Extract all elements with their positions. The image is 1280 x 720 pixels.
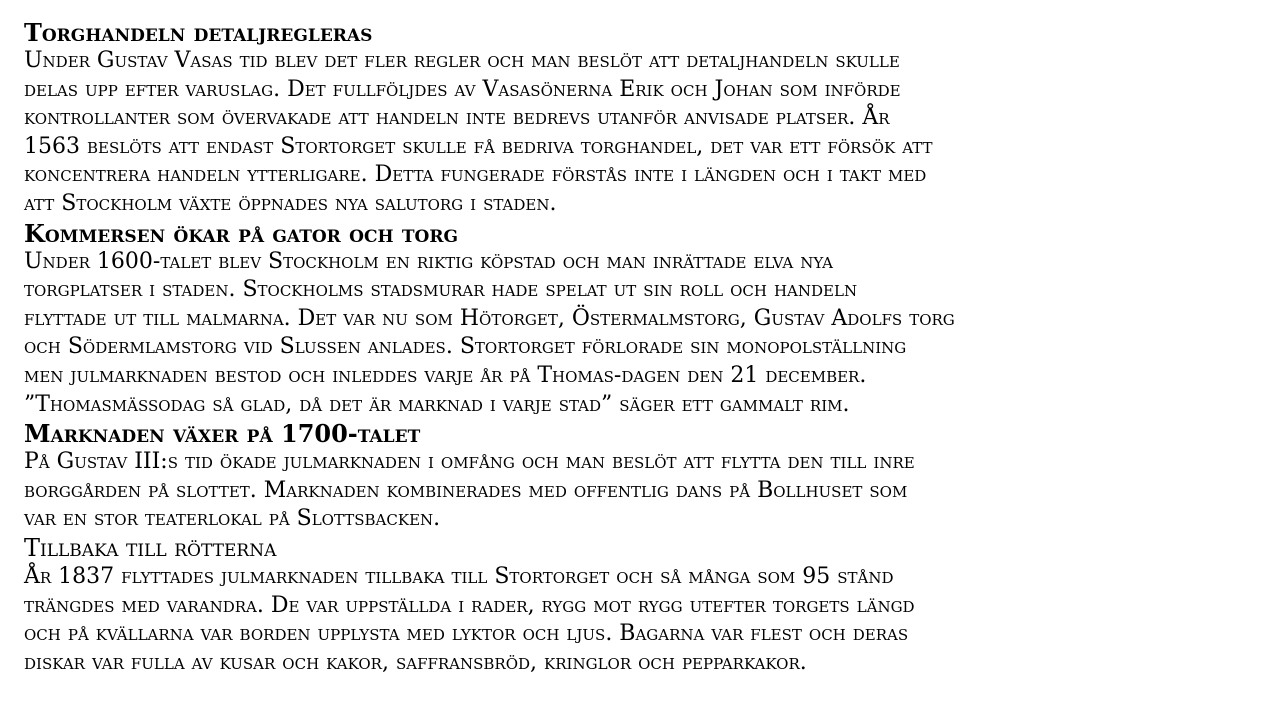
paragraph-line: och på kvällarna var borden upplysta med lyktor och ljus. Bagarna var flest och deras bbox=[24, 621, 909, 647]
paragraph-line: torgplatser i staden. Stockholms stadsmurar hade spelat ut sin roll och handeln bbox=[24, 277, 858, 303]
paragraph-line: men julmarknaden bestod och inleddes varje år på Thomas-dagen den 21 december. bbox=[24, 362, 867, 388]
section-body-marknaden bbox=[24, 448, 1260, 534]
section-heading-marknaden: Marknaden växer på 1700-talet bbox=[24, 419, 421, 449]
paragraph-line: var en stor teaterlokal på Slottsbacken. bbox=[24, 506, 441, 532]
section-heading-tillbaka: Tillbaka till rötterna bbox=[24, 533, 277, 562]
document-page bbox=[24, 18, 1260, 677]
paragraph-line: borggården på slottet. Marknaden kombinerades med offentlig dans på Bollhuset som bbox=[24, 477, 908, 503]
section-heading-kommersen: Kommersen ökar på gator och torg bbox=[24, 218, 458, 248]
paragraph-line: och Södermlamstorg vid Slussen anlades. Stortorget förlorade sin monopolställning bbox=[24, 334, 907, 360]
section-heading-torghandeln: Torghandeln detaljregleras bbox=[24, 18, 373, 47]
paragraph-line: flyttade ut till malmarna. Det var nu som Hötorget, Östermalmstorg, Gustav Adolfs torg bbox=[24, 305, 955, 331]
paragraph-line: delas upp efter varuslag. Det fullföljdes av Vasasönerna Erik och Johan som införde bbox=[24, 76, 901, 102]
paragraph-line: 1563 beslöts att endast Stortorget skulle få bedriva torghandel, det var ett försök att bbox=[24, 133, 933, 159]
paragraph-line: diskar var fulla av kusar och kakor, saffransbröd, kringlor och pepparkakor. bbox=[24, 649, 807, 675]
paragraph-line: År 1837 flyttades julmarknaden tillbaka till Stortorget och så många som 95 stånd bbox=[24, 563, 894, 589]
paragraph-line: koncentrera handeln ytterligare. Detta fungerade förstås inte i längden och i takt med bbox=[24, 162, 927, 188]
paragraph-line: Under 1600-talet blev Stockholm en riktig köpstad och man inrättade elva nya bbox=[24, 248, 833, 274]
section-body-kommersen bbox=[24, 248, 1260, 420]
paragraph-line: ”Thomasmässodag så glad, då det är marknad i varje stad” säger ett gammalt rim. bbox=[24, 391, 850, 417]
paragraph-line: att Stockholm växte öppnades nya salutorg i staden. bbox=[24, 190, 557, 216]
paragraph-line: På Gustav III:s tid ökade julmarknaden i omfång och man beslöt att flytta den till inre bbox=[24, 449, 915, 475]
paragraph-line: Under Gustav Vasas tid blev det fler regler och man beslöt att detaljhandeln skulle bbox=[24, 48, 900, 73]
section-body-tillbaka bbox=[24, 563, 1260, 677]
section-body-torghandeln bbox=[24, 47, 1260, 219]
paragraph-line: kontrollanter som övervakade att handeln inte bedrevs utanför anvisade platser. År bbox=[24, 105, 890, 131]
paragraph-line: trängdes med varandra. De var uppställda i rader, rygg mot rygg utefter torgets längd bbox=[24, 592, 915, 618]
